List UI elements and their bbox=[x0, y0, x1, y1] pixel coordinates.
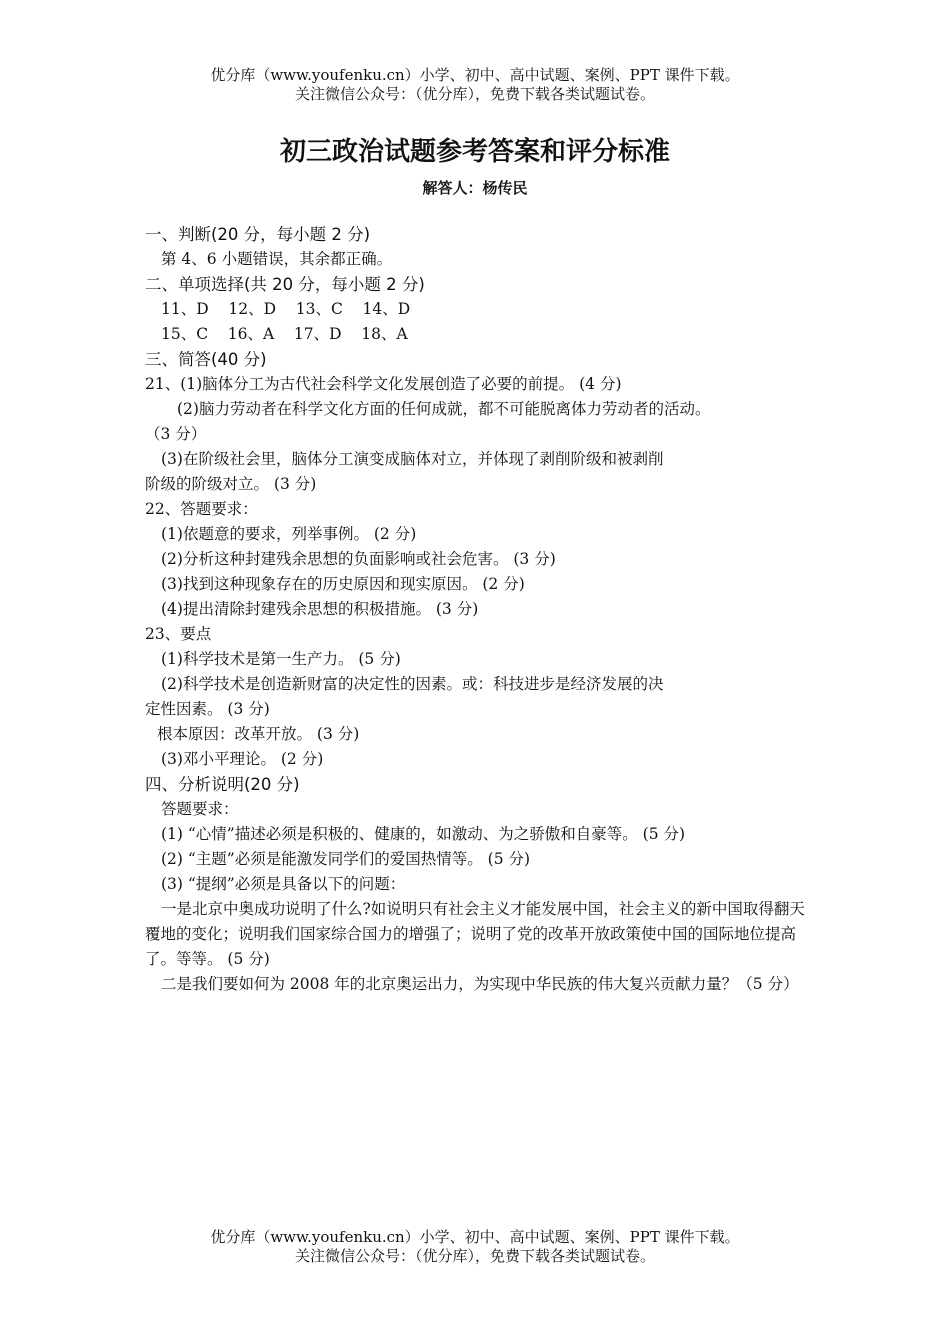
q23-root-cause: 根本原因：改革开放。 (3 分) bbox=[157, 725, 360, 743]
section-4-point-3: (3) “提纲”必须是具备以下的问题： bbox=[161, 875, 406, 893]
section-3-heading: 三、简答(40 分) bbox=[145, 350, 267, 369]
q21-item-3-cont: 阶级的阶级对立。 (3 分) bbox=[145, 475, 317, 493]
q22-item-2: (2)分析这种封建残余思想的负面影响或社会危害。 (3 分) bbox=[161, 550, 556, 568]
q21-item-2-score: （3 分） bbox=[145, 425, 207, 443]
q22-item-1: (1)依题意的要求，列举事例。 (2 分) bbox=[161, 525, 417, 543]
answer-body bbox=[145, 222, 810, 997]
q23-item-1: (1)科学技术是第一生产力。 (5 分) bbox=[161, 650, 401, 668]
page-footer bbox=[0, 1228, 950, 1266]
section-4-requirements: 答题要求： bbox=[161, 800, 239, 818]
section-2-row-1: 11、D 12、D 13、C 14、D bbox=[161, 300, 411, 318]
q21-item-3: (3)在阶级社会里，脑体分工演变成脑体对立，并体现了剥削阶级和被剥削 bbox=[161, 450, 664, 468]
header-line-2: 关注微信公众号：（优分库），免费下载各类试题试卷。 bbox=[294, 85, 655, 103]
section-4-paragraph-1: 一是北京中奥成功说明了什么?如说明只有社会主义才能发展中国，社会主义的新中国取得翻天覆地的变化；说明我们国家综合国力的增强了；说明了党的改革开放政策使中国的国际地位提高了。等等。 (5 分) bbox=[145, 900, 805, 968]
q21-item-1: 21、(1)脑体分工为古代社会科学文化发展创造了必要的前提。 (4 分) bbox=[145, 375, 622, 393]
author-line: 解答人：杨传民 bbox=[422, 179, 528, 197]
q21-item-2: (2)脑力劳动者在科学文化方面的任何成就，都不可能脱离体力劳动者的活动。 bbox=[177, 400, 711, 418]
section-2-heading: 二、单项选择(共 20 分，每小题 2 分) bbox=[145, 275, 425, 294]
section-4-point-2: (2) “主题”必须是能激发同学们的爱国热情等。 (5 分) bbox=[161, 850, 531, 868]
footer-line-1: 优分库（www.youfenku.cn）小学、初中、高中试题、案例、PPT 课件下载。 bbox=[210, 1228, 740, 1246]
page-header bbox=[0, 66, 950, 104]
section-4-heading: 四、分析说明(20 分) bbox=[145, 775, 300, 794]
q22-item-3: (3)找到这种现象存在的历史原因和现实原因。 (2 分) bbox=[161, 575, 525, 593]
q22-heading: 22、答题要求： bbox=[145, 500, 258, 518]
q23-item-2-cont: 定性因素。 (3 分) bbox=[145, 700, 270, 718]
section-4-paragraph-2: 二是我们要如何为 2008 年的北京奥运出力，为实现中华民族的伟大复兴贡献力量？（5 分） bbox=[161, 975, 799, 993]
header-line-1: 优分库（www.youfenku.cn）小学、初中、高中试题、案例、PPT 课件下载。 bbox=[210, 66, 740, 84]
q23-item-2: (2)科学技术是创造新财富的决定性的因素。或：科技进步是经济发展的决 bbox=[161, 675, 664, 693]
q22-item-4: (4)提出清除封建残余思想的积极措施。 (3 分) bbox=[161, 600, 479, 618]
q23-item-3: (3)邓小平理论。 (2 分) bbox=[161, 750, 324, 768]
q23-heading: 23、要点 bbox=[145, 625, 212, 643]
document-title: 初三政治试题参考答案和评分标准 bbox=[279, 137, 670, 167]
section-4-point-1: (1) “心情”描述必须是积极的、健康的，如激动、为之骄傲和自豪等。 (5 分) bbox=[161, 825, 686, 843]
footer-line-2: 关注微信公众号：（优分库），免费下载各类试题试卷。 bbox=[294, 1247, 655, 1265]
section-1-text: 第 4、6 小题错误，其余都正确。 bbox=[161, 250, 393, 268]
section-1-heading: 一、判断(20 分，每小题 2 分) bbox=[145, 225, 371, 244]
section-2-row-2: 15、C 16、A 17、D 18、A bbox=[161, 325, 408, 343]
